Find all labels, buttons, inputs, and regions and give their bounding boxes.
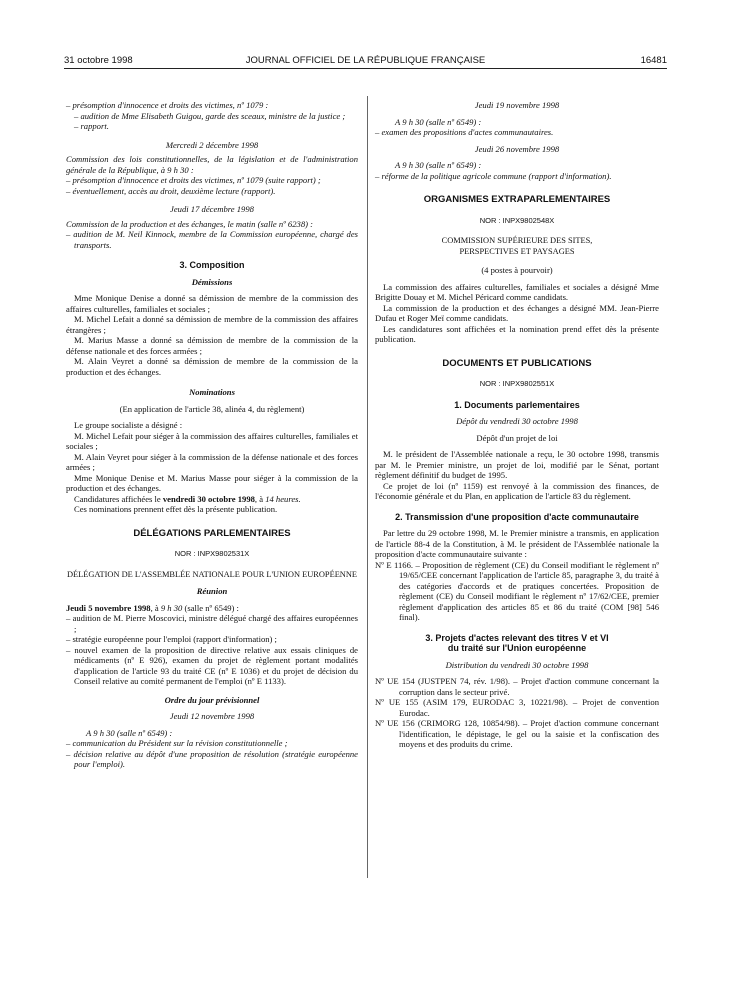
text-run: vendredi 30 octobre 1998 <box>162 493 255 504</box>
date-heading: Mercredi 2 décembre 1998 <box>165 139 259 150</box>
subheading-demissions: Démissions <box>191 276 233 287</box>
paragraph: La commission de la production et des échanges a désigné MM. Jean-Pierre Dufau et Roger Meï comme candidats. <box>375 302 659 323</box>
section-heading-projets-actes: 3. Projets d'actes relevant des titres V et VI <box>425 632 609 643</box>
list-item: Nº UE 156 (CRIMORG 128, 10854/98). – Projet d'action commune concernant l'identification, le dépistage, le gel ou la saisie et la confiscation des moyens et des produits du crime. <box>375 718 659 749</box>
agenda-item: – audition de M. Neil Kinnock, membre de la Commission européenne, chargé des transports. <box>66 229 358 250</box>
paragraph: Le groupe socialiste a désigné : <box>74 420 183 430</box>
delegation-title: DÉLÉGATION DE L'ASSEMBLÉE NATIONALE POUR L'UNION EUROPÉENNE <box>66 569 358 579</box>
text-run: 14 heures. <box>265 493 301 504</box>
left-column <box>66 100 358 770</box>
paragraph: M. Michel Lefait a donné sa démission de membre de la commission des affaires étrangères ; <box>66 314 358 335</box>
date-heading: Jeudi 19 novembre 1998 <box>474 100 560 110</box>
paragraph: M. Alain Veyret a donné sa démission de membre de la commission de la production et des échanges. <box>66 356 358 377</box>
postes-note: (4 postes à pourvoir) <box>481 265 553 275</box>
paragraph: M. Michel Lefait pour siéger à la commission des affaires culturelles, familiales et sociales ; <box>66 430 358 451</box>
section-heading-projets-actes-line2: du traité sur l'Union européenne <box>447 643 587 653</box>
agenda-subitem: – rapport. <box>74 121 109 131</box>
header-page-number: 16481 <box>640 55 667 66</box>
section-heading-composition: 3. Composition <box>179 260 245 270</box>
paragraph: Ces nominations prennent effet dès la présente publication. <box>74 504 278 514</box>
agenda-item: – audition de M. Pierre Moscovici, ministre délégué chargé des affaires européennes ; <box>66 613 358 634</box>
agenda-item: – présomption d'innocence et droits des victimes, nº 1079 : <box>66 100 269 110</box>
date-heading: Dépôt du vendredi 30 octobre 1998 <box>456 416 578 426</box>
text-run: (salle nº 6549) : <box>182 602 239 613</box>
text-run: , à <box>150 602 161 613</box>
subheading-reunion: Réunion <box>196 586 228 596</box>
section-heading-documents-parlementaires: 1. Documents parlementaires <box>454 399 580 410</box>
agenda-item: – examen des propositions d'actes communautaires. <box>375 127 554 137</box>
date-heading: Jeudi 12 novembre 1998 <box>169 711 255 721</box>
paragraph: Mme Monique Denise et M. Marius Masse pour siéger à la commission de la production et des échanges. <box>66 472 358 493</box>
paragraph: (En application de l'article 38, alinéa 4, du règlement) <box>119 403 305 414</box>
text-run: 9 h 30 <box>160 602 183 613</box>
text-run: Jeudi 5 novembre 1998 <box>66 602 151 613</box>
list-item: Nº E 1166. – Proposition de règlement (CE) du Conseil modifiant le règlement nº 19/65/CEE concernant l'application de l'article 85, paragraphe 3, du traité à des catégories d'accords et de pratiques concertées. Proposition de règlement (CE) du Conseil modifiant le règlement nº 17/62/CEE, premier règlement d'application des articles 85 et 86 du traité (COM [98] 546 final). <box>375 559 659 622</box>
agenda-item: – présomption d'innocence et droits des victimes, nº 1079 (suite rapport) ; <box>66 175 321 185</box>
time-line: A 9 h 30 (salle nº 6549) : <box>86 727 173 738</box>
agenda-item: – décision relative au dépôt d'une proposition de résolution (stratégie européenne pour l'emploi). <box>66 748 358 769</box>
agenda-item: – communication du Président sur la révision constitutionnelle ; <box>66 738 288 748</box>
paragraph: Les candidatures sont affichées et la nomination prend effet dès la présente publication. <box>375 323 659 344</box>
paragraph: M. Alain Veyret pour siéger à la commission de la défense nationale et des forces armées ; <box>66 451 358 472</box>
right-column <box>375 100 659 750</box>
list-item: Nº UE 155 (ASIM 179, EURODAC 3, 10221/98). – Projet de convention Eurodac. <box>375 697 659 718</box>
paragraph: Ce projet de loi (nº 1159) est renvoyé à la commission des finances, de l'économie générale et du Plan, en application de l'article 83 du règlement. <box>375 480 659 501</box>
section-heading-organismes: ORGANISMES EXTRAPARLEMENTAIRES <box>423 194 611 205</box>
paragraph: Commission des lois constitutionnelles, de la législation et de l'administration générale de la République, à 9 h 30 : <box>66 154 358 175</box>
paragraph: M. Marius Masse a donné sa démission de membre de la commission de la défense nationale et des forces armées ; <box>66 335 358 356</box>
header-rule <box>64 68 667 69</box>
time-line: A 9 h 30 (salle nº 6549) : <box>395 116 482 127</box>
section-heading-transmission: 2. Transmission d'une proposition d'acte communautaire <box>395 511 639 522</box>
commission-title: COMMISSION SUPÉRIEURE DES SITES, PERSPECTIVES ET PAYSAGES <box>441 236 593 256</box>
header-title: JOURNAL OFFICIEL DE LA RÉPUBLIQUE FRANÇAISE <box>245 55 486 66</box>
paragraph: Par lettre du 29 octobre 1998, M. le Premier ministre a transmis, en application de l'article 88-4 de la Constitution, à M. le président de l'Assemblée nationale la proposition d'acte communautaire suivante : <box>375 528 659 559</box>
nor-reference: NOR : INPX9802551X <box>479 379 555 388</box>
column-divider <box>367 96 368 878</box>
date-heading: Distribution du vendredi 30 octobre 1998 <box>445 659 589 670</box>
header-date: 31 octobre 1998 <box>64 55 133 66</box>
page-header <box>64 55 667 69</box>
nor-reference: NOR : INPX9802548X <box>479 215 555 225</box>
paragraph: Commission de la production et des échanges, le matin (salle nº 6238) : <box>66 218 313 229</box>
date-heading: Jeudi 17 décembre 1998 <box>170 204 254 214</box>
subheading-nominations: Nominations <box>189 387 235 397</box>
paragraph: Mme Monique Denise a donné sa démission de membre de la commission des affaires culturelles, familiales et sociales ; <box>66 293 358 314</box>
paragraph: La commission des affaires culturelles, familiales et sociales a désigné Mme Brigitte Douay et M. Michel Péricard comme candidats. <box>375 281 659 302</box>
time-line: A 9 h 30 (salle nº 6549) : <box>395 160 482 170</box>
subheading-ordre-du-jour: Ordre du jour prévisionnel <box>164 694 260 705</box>
agenda-item: – éventuellement, accès au droit, deuxième lecture (rapport). <box>66 185 276 196</box>
date-heading: Jeudi 26 novembre 1998 <box>474 143 560 154</box>
text-run: Candidatures affichées le <box>74 493 163 504</box>
agenda-item: – stratégie européenne pour l'emploi (rapport d'information) ; <box>66 634 277 644</box>
agenda-item: – réforme de la politique agricole commune (rapport d'information). <box>375 170 612 181</box>
text-run: , à <box>254 493 266 504</box>
paragraph: M. le président de l'Assemblée nationale a reçu, le 30 octobre 1998, transmis par M. le Premier ministre, un projet de loi, modifié par le Sénat, portant règlement définitif du budget de 1995. <box>375 449 659 480</box>
agenda-item: – nouvel examen de la proposition de directive relative aux essais cliniques de médicaments (nº E 926), examen du projet de règlement portant modalités d'application de l'article 93 du traité CE (nº E 1036) et du projet de décision du Conseil relative au comité permanent de l'emploi (nº E 1133). <box>66 644 358 686</box>
agenda-subitem: – audition de Mme Elisabeth Guigou, garde des sceaux, ministre de la justice ; <box>74 110 346 121</box>
paragraph <box>66 603 358 614</box>
subheading-depot: Dépôt d'un projet de loi <box>476 432 558 443</box>
section-heading-delegations: DÉLÉGATIONS PARLEMENTAIRES <box>133 527 291 539</box>
list-item: Nº UE 154 (JUSTPEN 74, rév. 1/98). – Projet d'action commune concernant la corruption dans le secteur privé. <box>375 676 659 697</box>
paragraph <box>66 494 358 505</box>
nor-reference: NOR : INPX9802531X <box>174 549 250 558</box>
section-heading-documents: DOCUMENTS ET PUBLICATIONS <box>442 357 592 369</box>
